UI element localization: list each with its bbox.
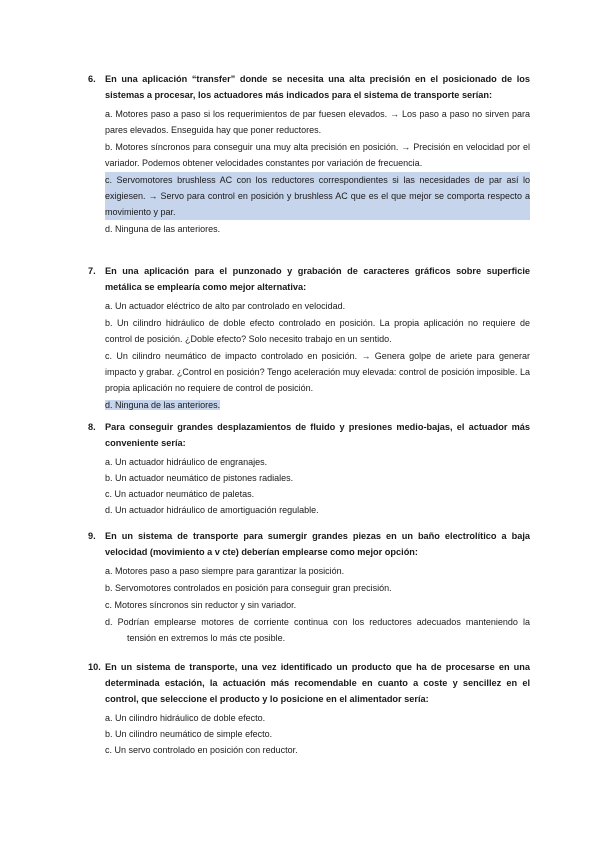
question-9-options [105,563,530,646]
option-b[interactable]: b. Un actuador neumático de pistones radiales. [105,473,294,483]
option-a[interactable]: a. Un actuador eléctrico de alto par controlado en velocidad. [105,301,346,311]
option-d[interactable]: d. Podrían emplearse motores de corriente continua con los reductores adecuados manteniendo la tensión en extremos lo más cte posible. [105,617,530,643]
question-6-options [105,106,530,237]
option-c[interactable]: c. Motores síncronos sin reductor y sin variador. [105,600,297,610]
option-d[interactable]: d. Un actuador hidráulico de amortiguación regulable. [105,505,319,515]
question-10-options [105,710,530,758]
option-a[interactable]: a. Motores paso a paso si los requerimientos de par fuesen elevados. → Los paso a paso no sirven para pares elevados. Enseguida hay que poner reductores. [105,109,530,135]
option-b[interactable]: b. Un cilindro neumático de simple efecto. [105,729,273,739]
question-9 [88,528,530,646]
question-10 [88,659,530,758]
option-d[interactable]: d. Ninguna de las anteriores. [105,224,221,234]
question-10-title [88,659,530,707]
question-number: 10. [88,662,101,672]
question-6-title [88,71,530,103]
question-8-options [105,454,530,518]
question-number: 6. [88,74,96,84]
option-b[interactable]: b. Servomotores controlados en posición para conseguir gran precisión. [105,583,392,593]
question-8-title [88,419,530,451]
option-d-selected[interactable]: d. Ninguna de las anteriores. [105,400,221,410]
option-a[interactable]: a. Un cilindro hidráulico de doble efecto. [105,713,266,723]
question-number: 7. [88,266,96,276]
question-6 [88,71,530,237]
option-c-selected[interactable]: c. Servomotores brushless AC con los reductores correspondientes si las necesidades de par así lo exigiesen. → Servo para control en posición y brushless AC que es el que mejor se comporta respecto a movimiento y par. [105,172,530,220]
option-a[interactable]: a. Motores paso a paso siempre para garantizar la posición. [105,566,345,576]
option-a[interactable]: a. Un actuador hidráulico de engranajes. [105,457,268,467]
question-text: Para conseguir grandes desplazamientos de fluido y presiones medio-bajas, el actuador más conveniente sería: [105,422,530,448]
question-number: 8. [88,422,96,432]
option-c[interactable]: c. Un cilindro neumático de impacto controlado en posición. → Genera golpe de ariete para generar impacto y grabar. ¿Control en posición? Tengo aceleración muy elevada: control de posición imposible. La propia aplicación no requiere de control de posición. [105,351,530,393]
option-b[interactable]: b. Motores síncronos para conseguir una muy alta precisión en posición. → Precisión en velocidad por el variador. Podemos obtener velocidades constantes por variación de frecuencia. [105,142,530,168]
question-7-options [105,298,530,413]
question-7-title [88,263,530,295]
option-c[interactable]: c. Un actuador neumático de paletas. [105,489,255,499]
question-7 [88,263,530,413]
option-c[interactable]: c. Un servo controlado en posición con reductor. [105,745,298,755]
question-text: En un sistema de transporte, una vez identificado un producto que ha de procesarse en una determinada estación, la actuación más recomendable en cuanto a coste y sencillez en el control, que seleccione el producto y lo posicione en el alimentador sería: [105,662,530,704]
question-text: En un sistema de transporte para sumergir grandes piezas en un baño electrolítico a baja velocidad (movimiento a v cte) deberían emplearse como mejor opción: [105,531,530,557]
question-text: En una aplicación “transfer” donde se necesita una alta precisión en el posicionado de los sistemas a procesar, los actuadores más indicados para el sistema de transporte serían: [105,74,530,100]
option-b[interactable]: b. Un cilindro hidráulico de doble efecto controlado en posición. La propia aplicación no requiere de control de posición. ¿Doble efecto? Solo necesito trabajo en un sentido. [105,318,530,344]
question-9-title [88,528,530,560]
option-d-container[interactable] [105,397,530,413]
question-text: En una aplicación para el punzonado y grabación de caracteres gráficos sobre superficie metálica se emplearía como mejor alternativa: [105,266,530,292]
question-8 [88,419,530,518]
question-number: 9. [88,531,96,541]
